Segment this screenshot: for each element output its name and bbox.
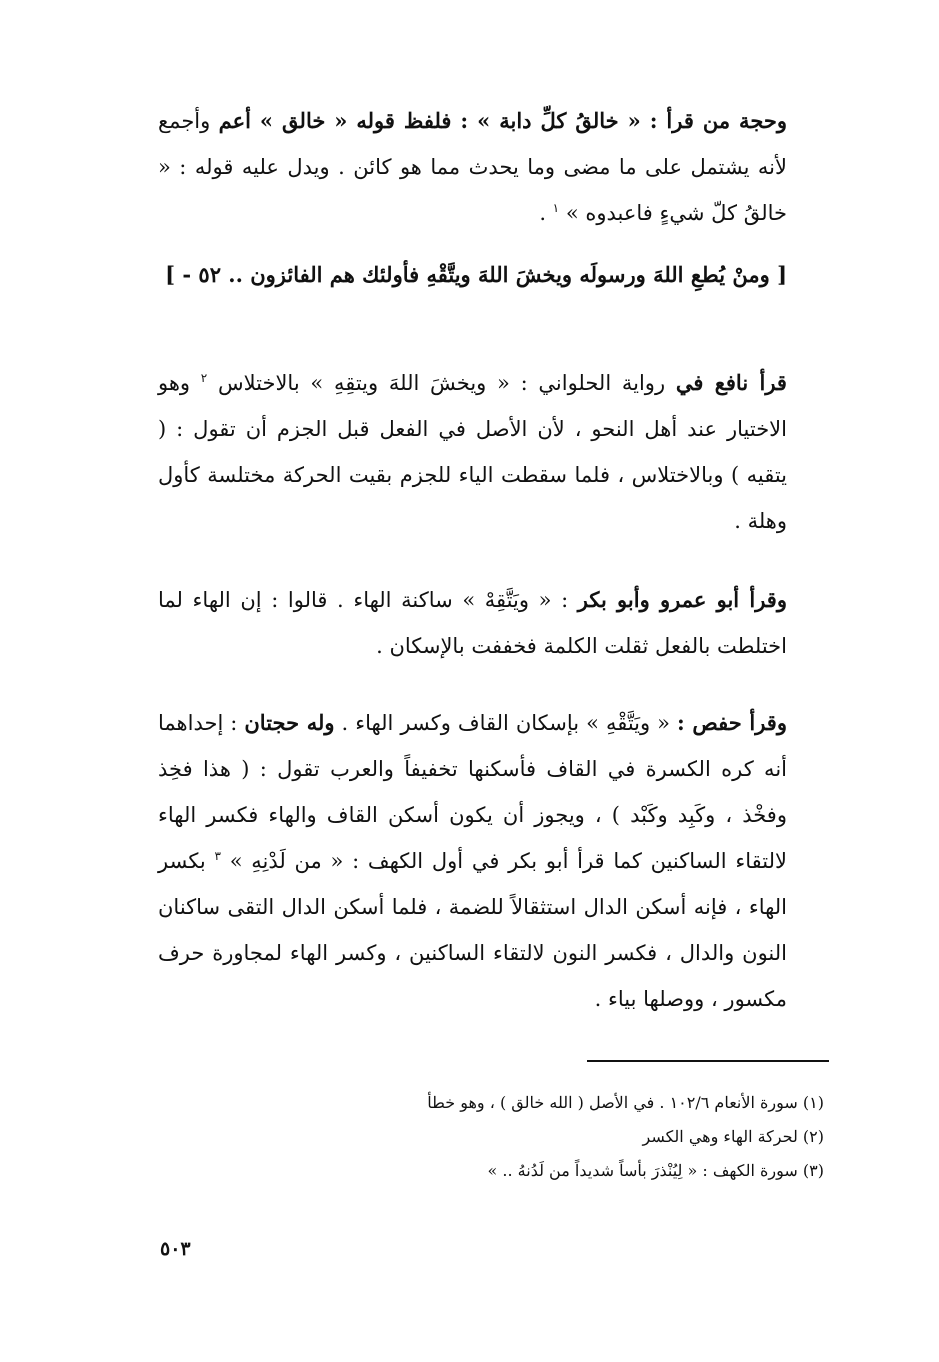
paragraph-1 — [158, 98, 787, 236]
footnote-ref-2: ٢ — [200, 371, 208, 385]
paragraph-1-body: وأجمع لأنه يشتمل على ما مضى وما يحدث مما هو كائن . ويدل عليه قوله : « خالقُ كلّ شيءٍ فاعبدوه » — [158, 109, 787, 225]
paragraph-3 — [158, 360, 787, 544]
footnotes — [304, 1086, 824, 1188]
footnote-3: (٣) سورة الكهف : « لِيُنْذرَ بأساً شديداً من لَدُنهُ .. » — [487, 1161, 824, 1180]
footnote-ref-1: ١ — [552, 201, 560, 215]
paragraph-1-end: . — [539, 201, 553, 225]
footnote-ref-3: ٣ — [214, 849, 221, 863]
paragraph-5-body-2: : إحداهما أنه كره الكسرة في القاف فأسكنها تخفيفاً والعرب تقول : ( هذا فخِذ وفخْذ ، وكَبِد وكَبْد ) ، ويجوز أن يكون أسكن القاف والهاء فكسر الهاء لالتقاء الساكنين كما قرأ أبو بكر في أول الكهف : « من لَدْنِهِ » — [158, 711, 787, 873]
paragraph-5-body: « ويَتَّقْهِ » بإسكان القاف وكسر الهاء . — [341, 711, 671, 735]
page-number: ٥٠٣ — [160, 1238, 191, 1260]
footnote-2: (٢) لحركة الهاء وهي الكسر — [642, 1127, 824, 1146]
paragraph-3-body-2: وهو الاختيار عند أهل النحو ، لأن الأصل في الفعل قبل الجزم أن تقول : ( يتقيه ) وبالاختلاس ، فلما سقطت الياء للجزم بقيت الحركة مختلسة كأول وهلة . — [158, 371, 787, 533]
footnote-1: (١) سورة الأنعام ١٠٢/٦ . في الأصل ( الله خالق ) ، وهو خطأ — [427, 1093, 824, 1112]
paragraph-5 — [158, 700, 787, 1022]
paragraph-3-lead: قرأ نافع في — [675, 370, 787, 395]
footnote-divider — [587, 1060, 829, 1062]
quran-verse — [158, 252, 787, 298]
paragraph-5-body-3: بكسر الهاء ، فإنه أسكن الدال استثقالاً للضمة ، فلما أسكن الدال التقى ساكنان النون والدال ، فكسر النون لالتقاء الساكنين ، وكسر الهاء لمجاورة حرف مكسور ، ووصلها بياء . — [158, 849, 787, 1011]
paragraph-4-lead: وقرأ أبو عمرو وأبو بكر — [577, 587, 787, 612]
paragraph-5-lead-2: وله حجتان — [244, 710, 335, 735]
paragraph-4 — [158, 577, 787, 669]
paragraph-4-body: : « ويَتَّقِهْ » ساكنة الهاء . قالوا : إن الهاء لما اختلطت بالفعل ثقلت الكلمة فخففت بالإسكان . — [158, 588, 787, 658]
paragraph-3-body: رواية الحلواني : « ويخشَ اللهَ ويتقِهِ » بالاختلاس — [217, 371, 666, 395]
paragraph-1-lead: وحجة من قرأ : « خالقُ كلِّ دابة » : فلفظ قوله « خالق » أعم — [218, 108, 787, 133]
quran-verse-text: [ ومنْ يُطعِ اللهَ ورسولَه ويخشَ اللهَ ويتَّقْهِ فأولئك هم الفائزون .. ٥٢ - ] — [165, 262, 787, 287]
paragraph-5-lead: وقرأ حفص : — [677, 710, 787, 735]
